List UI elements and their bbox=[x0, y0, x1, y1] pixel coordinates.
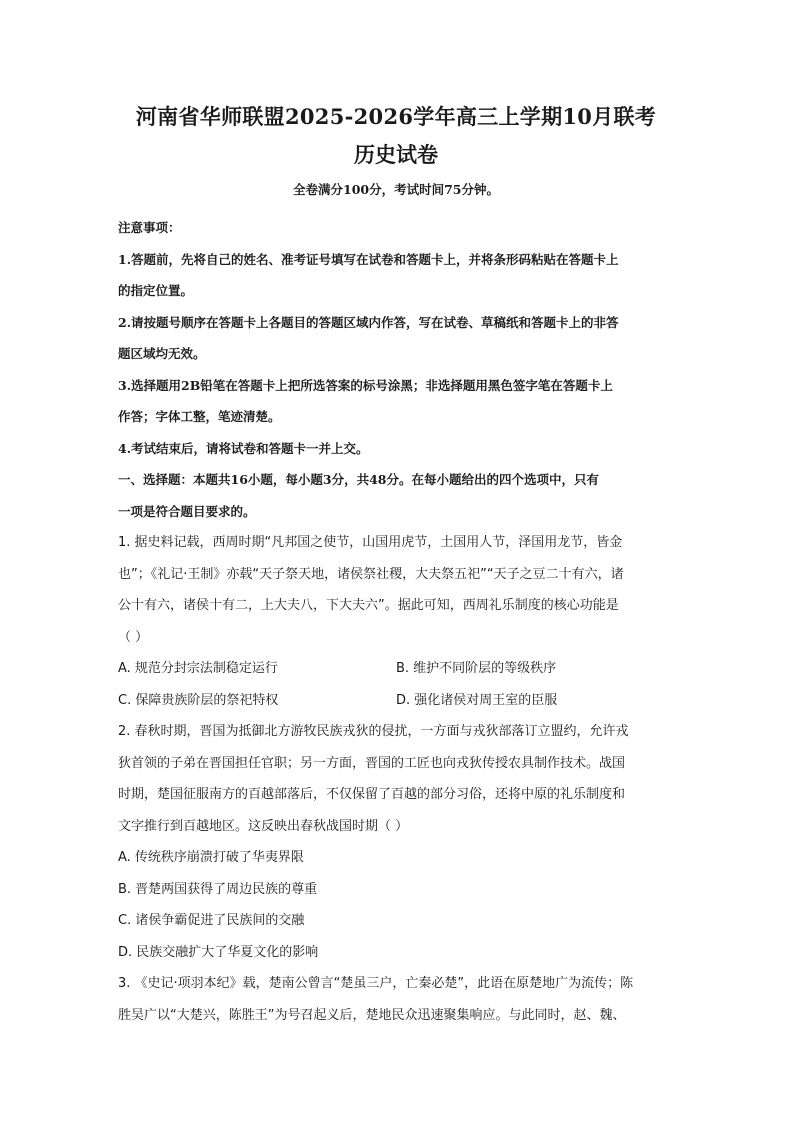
score-time-info: 全卷满分100分，考试时间75分钟。 bbox=[293, 182, 499, 197]
option-a: A. 传统秩序崩溃打破了华夷界限 bbox=[118, 850, 304, 865]
notes-line: 的指定位置。 bbox=[118, 283, 194, 298]
question-text-line: 时期，楚国征服南方的百越部落后，不仅保留了百越的部分习俗，还将中原的礼乐制度和 bbox=[118, 787, 626, 802]
question-text-line: 公十有六，诸侯十有二，上大夫八，下大夫六”。据此可知，西周礼乐制度的核心功能是 bbox=[118, 598, 619, 613]
option-c: C. 诸侯争霸促进了民族间的交融 bbox=[118, 913, 305, 928]
question-2 bbox=[118, 716, 674, 968]
section-line: 一、选择题：本题共16小题，每小题3分，共48分。在每小题给出的四个选项中，只有 bbox=[118, 472, 599, 487]
question-text-line: 也”；《礼记·王制》亦载“天子祭天地，诸侯祭社稷，大夫祭五祀”“天子之豆二十有六，诸 bbox=[118, 566, 624, 582]
question-text-line: 2. 春秋时期，晋国为抵御北方游牧民族戎狄的侵扰，一方面与戎狄部落订立盟约，允许戎 bbox=[118, 724, 629, 739]
notes-line: 作答；字体工整，笔迹清楚。 bbox=[118, 409, 281, 424]
option-c: C. 保障贵族阶层的祭祀特权 bbox=[118, 692, 279, 708]
option-d: D. 强化诸侯对周王室的臣服 bbox=[396, 692, 558, 708]
notes-line: 题区域均无效。 bbox=[118, 346, 206, 361]
question-text-line: 狄首领的子弟在晋国担任官职；另一方面，晋国的工匠也向戎狄传授农具制作技术。战国 bbox=[118, 755, 626, 771]
notes-line: 2.请按题号顺序在答题卡上各题目的答题区域内作答，写在试卷、草稿纸和答题卡上的非答 bbox=[118, 314, 619, 330]
notes-line: 1.答题前，先将自己的姓名、准考证号填写在试卷和答题卡上，并将条形码粘贴在答题卡上 bbox=[118, 251, 619, 267]
option-b: B. 维护不同阶层的等级秩序 bbox=[396, 661, 557, 676]
option-d: D. 民族交融扩大了华夏文化的影响 bbox=[118, 944, 319, 960]
option-b: B. 晋楚两国获得了周边民族的尊重 bbox=[118, 881, 318, 897]
options-grid bbox=[118, 653, 674, 716]
section-line: 一项是符合题目要求的。 bbox=[118, 503, 256, 519]
question-1 bbox=[118, 527, 674, 716]
notes-block bbox=[118, 212, 674, 464]
notes-line: 3.选择题用2B铅笔在答题卡上把所选答案的标号涂黑；非选择题用黑色签字笔在答题卡上 bbox=[118, 377, 613, 393]
notes-line: 4.考试结束后，请将试卷和答题卡一并上交。 bbox=[118, 440, 369, 456]
question-text-line: 1. 据史料记载，西周时期“凡邦国之使节，山国用虎节，土国用人节，泽国用龙节，皆金 bbox=[118, 535, 623, 550]
question-3 bbox=[118, 968, 674, 1031]
exam-subtitle: 历史试卷 bbox=[354, 142, 438, 167]
section-instructions bbox=[118, 464, 674, 527]
question-text-line: （ ） bbox=[118, 629, 149, 645]
option-a: A. 规范分封宗法制稳定运行 bbox=[118, 661, 278, 676]
question-text-line: 3. 《史记·项羽本纪》载，楚南公曾言“楚虽三户，亡秦必楚”，此语在原楚地广为流传；陈 bbox=[118, 976, 634, 991]
question-text-line: 文字推行到百越地区。这反映出春秋战国时期（ ） bbox=[118, 818, 409, 834]
question-text-line: 胜吴广以“大楚兴，陈胜王”为号召起义后，楚地民众迅速聚集响应。与此同时，赵、魏、 bbox=[118, 1007, 626, 1023]
exam-title: 河南省华师联盟2025-2026学年高三上学期10月联考 bbox=[135, 104, 657, 129]
notes-heading: 注意事项： bbox=[118, 220, 181, 235]
